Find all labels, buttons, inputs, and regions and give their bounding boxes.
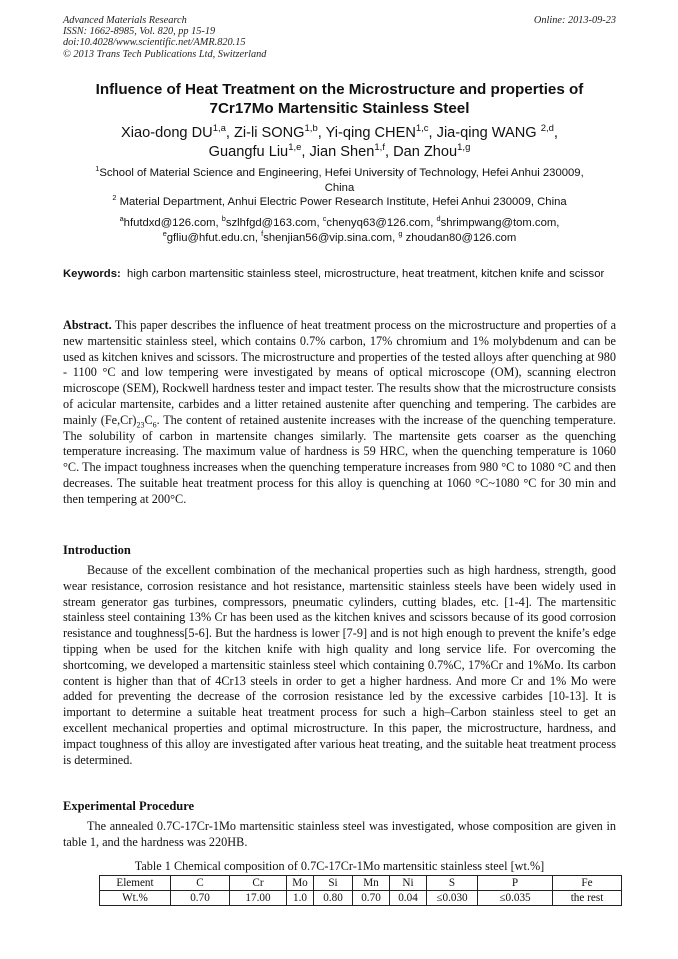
email-link[interactable]: shrimpwang@tom.com (440, 217, 557, 229)
author-name: Dan Zhou (393, 144, 458, 160)
table-cell: Element (100, 876, 171, 891)
email-link[interactable]: chenyq63@126.com (326, 217, 431, 229)
table-cell: Mo (287, 876, 314, 891)
email-list: $^a$hfutdxd@126.com, $^b$szlhfgd@163.com, $^c$chenyq63@126.com, $^d$shrimpwang@tom.com, $^e$gfliu@hfut.edu.cn, $^f$shenjian56@vip.sina.com, $^g$ zhoudan80@126.com (119, 214, 560, 244)
abstract-text: This paper describes the influence of heat treatment process on the microstructure and properties of a new martensitic stainless steel, which contains 0.7% carbon, 17% chromium and 1% molybdenum and can be used as kitchen knives and scissors. The microstructure and properties of the tested alloys after quenching at 980 - 1100 °C and low tempering were investigated by means of optical microscope (OM), scanning electron microscope (SEM), Rockwell hardness tester and impact tester. The results show that the microstructure consists of acicular martensite, carbides and a litter retained austenite after quenching and tempering. The carbides are mainly (Fe,Cr) (63, 318, 617, 427)
paper-title (63, 80, 616, 118)
affiliation-text: School of Material Science and Engineering, Hefei University of Technology, Hefei Anhui 230009, (99, 167, 584, 179)
author-name: Xiao-dong DU (121, 125, 213, 141)
table-cell: Wt.% (100, 891, 171, 906)
author-name: Yi-qing CHEN (325, 125, 416, 141)
author-list (63, 124, 616, 162)
affiliation-sup: 2 (112, 193, 117, 203)
table-cell: 1.0 (287, 891, 314, 906)
journal-copyright: © 2013 Trans Tech Publications Ltd, Switzerland (63, 48, 267, 60)
table-cell: Ni (390, 876, 427, 891)
affiliation-2 (63, 195, 616, 210)
abstract-label: Abstract. (63, 318, 112, 332)
table-cell: 17.00 (230, 891, 287, 906)
table-cell: Fe (553, 876, 622, 891)
email-link[interactable]: zhoudan80@126.com (405, 232, 517, 244)
keywords (63, 267, 616, 282)
table-cell: 0.80 (314, 891, 353, 906)
author-affil-sup: 1,f (374, 142, 385, 154)
email-link[interactable]: hfutdxd@126.com (123, 217, 216, 229)
table-cell: ≤0.030 (427, 891, 478, 906)
introduction-paragraph: Because of the excellent combination of the mechanical properties such as high hardness, strength, good wear resistance, corrosion resistance and hot resistance, martensitic stainless steels have been widely used in stream generator gas turbines, compressors, pneumatic cylinders, cutting blades, etc. [1-4]. The martensitic stainless steel containing 13% Cr has been used as the kitchen knives and scissors because of its good corrosion resistance and toughness[5-6]. But the hardness is lower [7-9] and is not high enough to prevent the knife’s edge tipping when be used for the kitchen knife with high quality and long service life. For overcoming the shortcoming, we developed a martensitic stainless steel which containing 0.7%C, 17%Cr and 1%Mo. Its carbon content is higher than that of 4Cr13 steels in order to get a higher hardness. And more Cr and 1% Mo were added for preventing the decrease of the corrosion resistance led by the excessive carbides [10-13]. It is important to determine a suitable heat treatment process for such a high–Carbon stainless steel to get an excellent mechanical properties and optimal microstructure. In this paper, the microstructure, hardness, and impact toughness of this alloy are investigated after various heat treating, and the suitable heat treatment process is determined. (63, 563, 616, 767)
table-row (100, 891, 622, 906)
journal-doi: doi:10.4028/www.scientific.net/AMR.820.15 (63, 37, 246, 49)
section-heading-introduction: Introduction (63, 543, 131, 557)
keywords-text: high carbon martensitic stainless steel, microstructure, heat treatment, kitchen knife and scissor (127, 268, 605, 280)
journal-header (63, 15, 616, 60)
email-link[interactable]: gfliu@hfut.edu.cn (166, 232, 255, 244)
introduction-body (63, 563, 616, 768)
journal-issn: ISSN: 1662-8985, Vol. 820, pp 15-19 (63, 26, 216, 38)
author-name: Jia-qing WANG (436, 125, 537, 141)
table-cell: P (478, 876, 553, 891)
author-line-1: Xiao-dong DU$^{1,a}$, Zi-li SONG$^{1,b}$, Yi-qing CHEN$^{1,c}$, Jia-qing WANG $^{2,d}$, (121, 123, 558, 141)
table-cell: the rest (553, 891, 622, 906)
author-affil-sup: 1,a (212, 123, 226, 135)
affiliation-text: China (324, 181, 355, 194)
journal-name: Advanced Materials Research (63, 15, 187, 26)
author-name: Zi-li SONG (233, 125, 305, 141)
email-link[interactable]: szlhfgd@163.com (225, 217, 317, 229)
title-line-1: Influence of Heat Treatment on the Microstructure and properties of (95, 81, 584, 98)
table-cell: 0.04 (390, 891, 427, 906)
section-heading-experimental: Experimental Procedure (63, 799, 195, 813)
email-link[interactable]: shenjian56@vip.sina.com (263, 232, 393, 244)
author-name: Jian Shen (309, 144, 375, 160)
table-cell: 0.70 (353, 891, 390, 906)
table-cell: S (427, 876, 478, 891)
online-date: Online: 2013-09-23 (533, 15, 616, 26)
author-affil-sup: 1,e (288, 142, 302, 154)
abstract: Abstract. This paper describes the influence of heat treatment process on the microstructure and properties of a new martensitic stainless steel, which contains 0.7% carbon, 17% chromium and 1% molybdenum and can be used as kitchen knives and scissors. The microstructure and properties of the tested alloys after quenching at 980 - 1100 °C and low tempering were investigated by means of optical microscope (OM), scanning electron microscope (SEM), Rockwell hardness tester and impact tester. The results show that the microstructure consists of acicular martensite, carbides and a litter retained austenite after quenching and tempering. The carbides are mainly $(Fe,Cr)_{23}C_6$. The content of retained austenite increases with the increase of the quenching temperature. The solubility of carbon in martensite changes similarly. The martensite gets coarser as the quenching temperature increasing. The maximum value of hardness is 59 HRC, when the quenching temperature is 1060 °C. The impact toughness increases when the quenching temperature increases from 980 °C to 1080 °C and then decreases. The suitable heat treatment process for this alloy is quenching at 1060 °C~1080 °C for 30 min and then tempering at 200°C. (63, 318, 617, 506)
table-header-row (100, 876, 622, 891)
abstract-text: . The content of retained austenite increases with the increase of the quenching temperature. The solubility of carbon in martensite changes similarly. The martensite gets coarser as the quenching temperature increasing. The maximum value of hardness is 59 HRC, when the quenching temperature is 1060 °C. The impact toughness increases when the quenching temperature increases from 980 °C to 1080 °C and then decreases. The suitable heat treatment process for this alloy is quenching at 1060 °C~1080 °C for 30 min and then tempering at 200°C. (63, 412, 616, 506)
table-cell: 0.70 (171, 891, 230, 906)
keywords-label: Keywords: (63, 268, 121, 280)
author-affil-sup: 1,g (457, 142, 471, 154)
table-cell: Si (314, 876, 353, 891)
title-line-2: 7Cr17Mo Martensitic Stainless Steel (209, 100, 470, 117)
experimental-body (63, 819, 616, 851)
table-cell: C (171, 876, 230, 891)
author-line-2: Guangfu Liu$^{1,e}$, Jian Shen$^{1,f}$, Dan Zhou$^{1,g}$ (208, 142, 471, 160)
affiliation-1 (63, 166, 616, 195)
author-affil-sup: 1,c (415, 123, 429, 135)
composition-table (99, 875, 622, 906)
table-cell: Mn (353, 876, 390, 891)
author-affil-sup: 1,b (304, 123, 318, 135)
table-caption: Table 1 Chemical composition of 0.7C-17Cr-1Mo martensitic stainless steel [wt.%] (134, 859, 545, 873)
author-affil-sup: 2,d (540, 123, 554, 135)
affiliation-text: Material Department, Anhui Electric Power Research Institute, Hefei Anhui 230009, China (119, 196, 567, 208)
experimental-paragraph: The annealed 0.7C-17Cr-1Mo martensitic stainless steel was investigated, whose composition are given in table 1, and the hardness was 220HB. (63, 819, 616, 849)
affiliation-sup: 1 (95, 164, 100, 174)
table-cell: ≤0.035 (478, 891, 553, 906)
author-name: Guangfu Liu (208, 144, 289, 160)
table-cell: Cr (230, 876, 287, 891)
